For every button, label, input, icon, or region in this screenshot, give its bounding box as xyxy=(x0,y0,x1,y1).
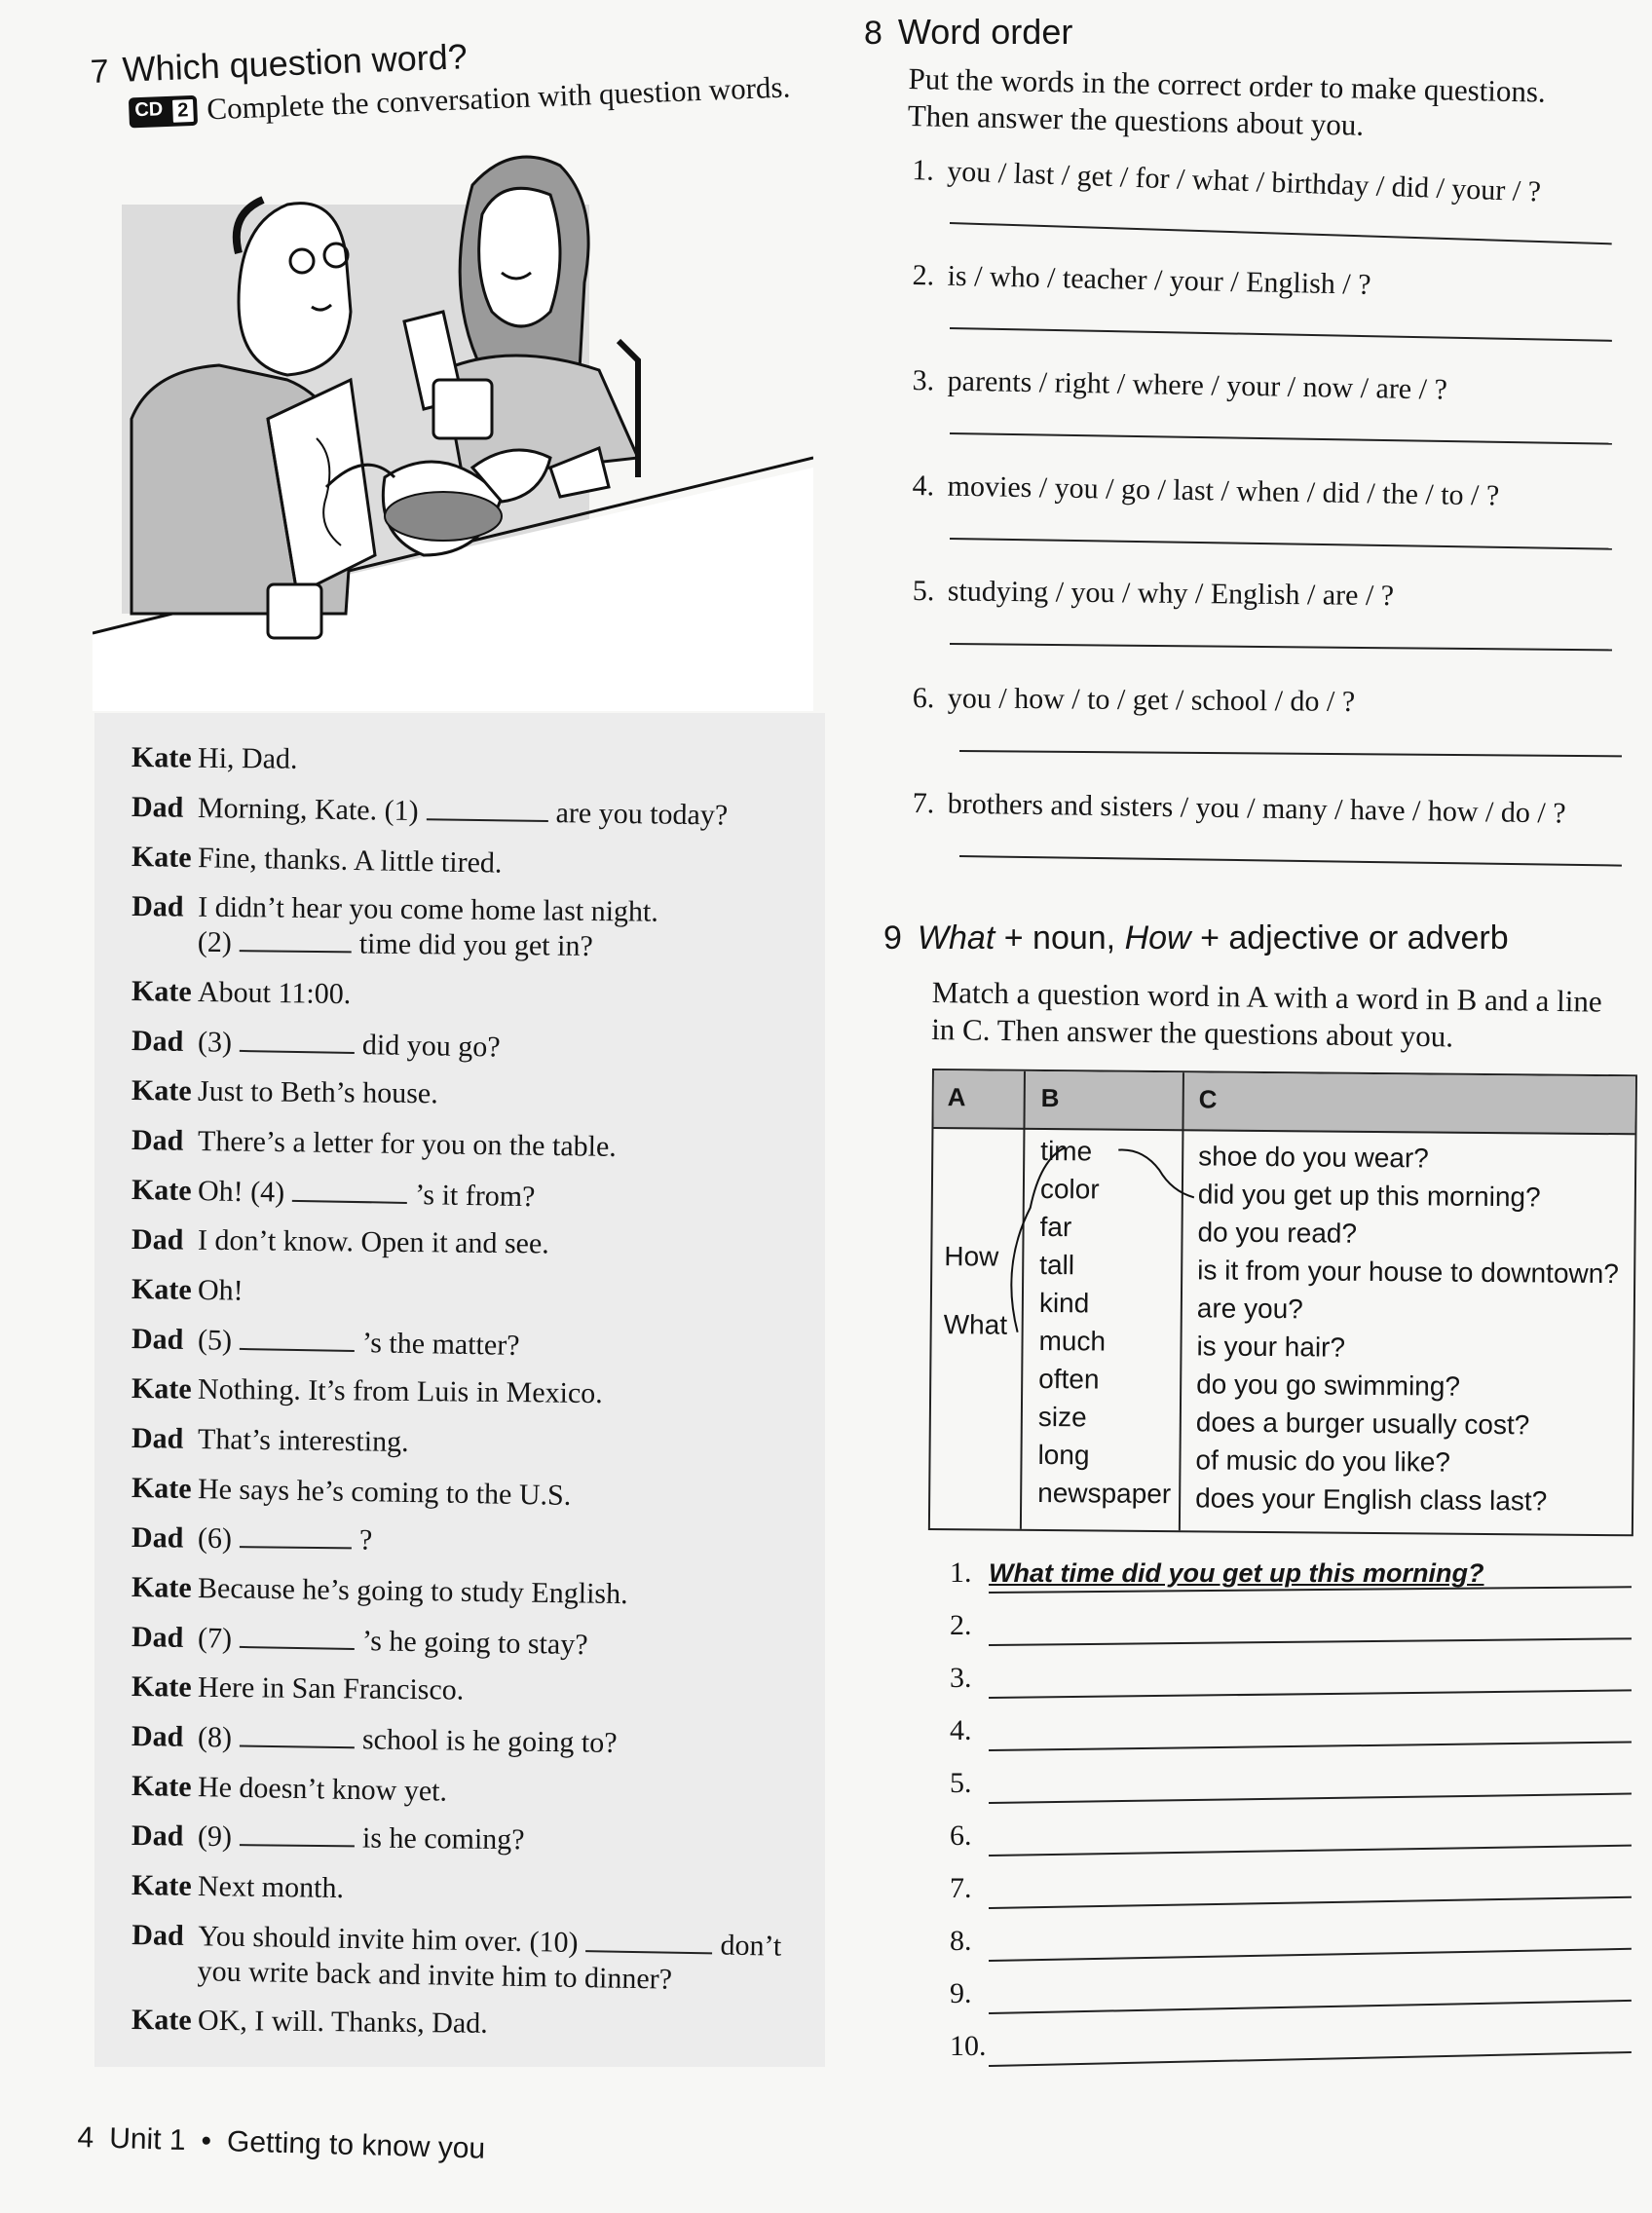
line-text: He doesn’t know yet. xyxy=(197,1771,448,1808)
dialogue-line xyxy=(131,889,873,967)
line-text: You should invite him over. (10) xyxy=(198,1920,579,1959)
answer-row xyxy=(950,1609,1632,1642)
column-a-item: How xyxy=(944,1241,999,1272)
line-text: I don’t know. Open it and see. xyxy=(197,1223,549,1260)
line-text: ’s it from? xyxy=(414,1179,536,1214)
exercise-7-header xyxy=(90,22,833,132)
word-order-item xyxy=(912,364,1613,410)
answer-blank[interactable] xyxy=(426,795,547,822)
speaker-name: Dad xyxy=(131,890,184,923)
line-text: (9) xyxy=(197,1819,233,1854)
cd-label: CD xyxy=(133,97,164,121)
dialogue-line xyxy=(131,1024,873,1071)
cd-track-number: 2 xyxy=(170,96,196,124)
line-text: (8) xyxy=(197,1720,233,1754)
exercise-title: Word order xyxy=(897,12,1073,52)
title-part: + noun, xyxy=(1003,919,1116,956)
title-part: + adjective or adverb xyxy=(1200,919,1509,956)
answer-number: 2. xyxy=(950,1609,972,1641)
dialogue-line xyxy=(131,1819,872,1861)
item-number: 2. xyxy=(912,259,935,292)
speaker-name: Dad xyxy=(131,1422,184,1455)
column-a-item: What xyxy=(943,1309,1008,1340)
answer-text: What time did you get up this morning? xyxy=(989,1558,1484,1588)
dialogue-line xyxy=(131,1073,872,1116)
line-text: OK, I will. Thanks, Dad. xyxy=(197,2004,488,2040)
line-text: are you today? xyxy=(555,797,729,832)
line-text: Hi, Dad. xyxy=(197,741,298,775)
speaker-name: Kate xyxy=(131,2004,192,2037)
line-text: He says he’s coming to the U.S. xyxy=(197,1473,572,1512)
speaker-name: Dad xyxy=(131,1720,184,1753)
exercise-8-header xyxy=(864,12,1614,53)
line-text: time did you get in? xyxy=(358,927,593,962)
column-b-item: often xyxy=(1038,1363,1100,1395)
line-text: school is he going to? xyxy=(361,1723,618,1759)
column-c-item: do you read? xyxy=(1197,1217,1358,1249)
speaker-name: Dad xyxy=(131,1323,184,1356)
exercise-number: 9 xyxy=(883,919,902,956)
answer-number: 9. xyxy=(950,1977,972,2009)
speaker-name: Dad xyxy=(131,1621,184,1654)
line-text: I didn’t hear you come home last night. xyxy=(198,890,659,928)
column-c-item: shoe do you wear? xyxy=(1198,1141,1429,1174)
answer-line[interactable] xyxy=(959,855,1622,867)
answer-line[interactable] xyxy=(950,538,1612,550)
speaker-name: Dad xyxy=(131,1819,184,1853)
dialogue-line xyxy=(131,1570,872,1616)
answer-number: 1. xyxy=(950,1557,972,1589)
dialogue-line xyxy=(131,1719,872,1765)
speaker-name: Kate xyxy=(131,1174,192,1208)
line-text: (7) xyxy=(197,1622,233,1655)
word-order-item xyxy=(912,469,1613,515)
answer-number: 7. xyxy=(950,1872,972,1904)
line-text: ’s the matter? xyxy=(361,1327,520,1362)
answer-row xyxy=(950,1557,1632,1590)
answer-row xyxy=(950,1872,1632,1905)
line-text: you write back and invite him to dinner? xyxy=(197,1955,673,1996)
answer-line[interactable] xyxy=(950,432,1612,445)
column-b-item: much xyxy=(1038,1325,1107,1357)
word-order-item xyxy=(912,787,1613,831)
speaker-name: Kate xyxy=(131,975,192,1008)
dialogue-line xyxy=(131,1322,873,1369)
column-b-item: kind xyxy=(1038,1287,1090,1319)
dialogue-line xyxy=(131,740,872,783)
item-number: 3. xyxy=(912,364,935,397)
dialogue-line xyxy=(131,1371,872,1414)
title-how: How xyxy=(1124,919,1191,956)
line-text: About 11:00. xyxy=(197,975,352,1011)
column-header-c: C xyxy=(1198,1084,1218,1114)
item-number: 7. xyxy=(912,787,935,820)
line-text: There’s a letter for you on the table. xyxy=(197,1124,618,1163)
speaker-name: Kate xyxy=(131,1273,192,1306)
line-text: did you go? xyxy=(361,1029,501,1064)
speaker-name: Dad xyxy=(131,1521,184,1555)
column-c-item: are you? xyxy=(1196,1293,1303,1325)
answer-blank[interactable] xyxy=(240,1027,355,1054)
exercise-9-instruction xyxy=(931,974,1633,1058)
footer-bullet: • xyxy=(201,2124,212,2157)
line-text: (3) xyxy=(197,1026,233,1059)
speaker-name: Dad xyxy=(131,1223,184,1257)
line-text: Oh! xyxy=(197,1273,244,1307)
answer-blank[interactable] xyxy=(240,1522,352,1549)
example-match-lines xyxy=(930,1070,1635,1534)
answer-blank[interactable] xyxy=(240,1722,355,1749)
answer-number: 10. xyxy=(950,2030,987,2062)
line-text: Morning, Kate. (1) xyxy=(197,791,419,828)
line-text: is he coming? xyxy=(361,1821,525,1857)
instruction-line: Match a question word in A with a word in B and a line xyxy=(931,974,1602,1019)
scrambled-words: movies / you / go / last / when / did / the / to / ? xyxy=(947,469,1500,512)
answer-row xyxy=(950,1925,1632,1958)
answer-blank[interactable] xyxy=(240,926,352,953)
column-header-a: A xyxy=(947,1082,966,1112)
column-c-item: does a burger usually cost? xyxy=(1195,1407,1530,1441)
column-c-item: of music do you like? xyxy=(1195,1444,1451,1478)
page-footer xyxy=(77,2121,486,2166)
cd-track-badge xyxy=(129,94,198,128)
dialogue-line xyxy=(131,1769,873,1817)
answer-blank[interactable] xyxy=(585,1927,712,1954)
column-c-item: did you get up this morning? xyxy=(1197,1179,1541,1213)
answer-blank[interactable] xyxy=(292,1177,407,1204)
answer-blank[interactable] xyxy=(240,1623,355,1650)
speaker-name: Dad xyxy=(131,791,184,824)
column-b-item: size xyxy=(1037,1401,1087,1433)
exercise-number: 7 xyxy=(90,53,110,91)
title-what: What xyxy=(917,919,995,956)
speaker-name: Dad xyxy=(131,1919,184,1952)
line-continuation xyxy=(131,924,872,967)
line-text: Next month. xyxy=(197,1869,345,1905)
dialogue-line xyxy=(131,1620,873,1668)
line-text: Nothing. It’s from Luis in Mexico. xyxy=(197,1372,603,1410)
exercise-instruction: Complete the conversation with question words. xyxy=(206,69,791,127)
answer-line[interactable] xyxy=(959,750,1622,757)
answer-blank[interactable] xyxy=(240,1325,355,1352)
column-b-item: far xyxy=(1039,1211,1072,1243)
line-text: Fine, thanks. A little tired. xyxy=(197,842,503,880)
line-text: ’s he going to stay? xyxy=(361,1625,588,1662)
dialogue-line xyxy=(131,840,873,887)
word-order-item xyxy=(913,575,1614,616)
instruction-line: Then answer the questions about you. xyxy=(907,97,1365,142)
speaker-name: Kate xyxy=(131,1571,192,1604)
column-b-item: time xyxy=(1040,1135,1093,1167)
exercise-title xyxy=(918,919,1509,957)
speaker-name: Kate xyxy=(131,841,192,875)
dialogue-line xyxy=(131,1222,872,1265)
line-text: Because he’s going to study English. xyxy=(197,1571,628,1611)
answer-line[interactable] xyxy=(950,222,1612,244)
line-text: (6) xyxy=(197,1521,233,1556)
answer-number: 6. xyxy=(950,1819,972,1852)
dialogue-line xyxy=(131,1520,872,1563)
dialogue-line xyxy=(131,1868,872,1914)
speaker-name: Kate xyxy=(131,1670,192,1704)
instruction-line: Put the words in the correct order to make questions. xyxy=(908,60,1547,109)
line-text: (5) xyxy=(197,1324,233,1357)
exercise-title: Which question word? xyxy=(121,36,469,90)
word-order-item xyxy=(913,682,1614,721)
speaker-name: Dad xyxy=(131,1025,184,1058)
item-number: 1. xyxy=(911,154,935,187)
instruction-line: in C. Then answer the questions about you. xyxy=(930,1011,1454,1054)
item-number: 6. xyxy=(912,682,935,715)
dialogue-line xyxy=(131,1272,872,1318)
answer-number: 3. xyxy=(950,1662,972,1694)
matching-table xyxy=(928,1069,1637,1536)
scrambled-words: brothers and sisters / you / many / have / how / do / ? xyxy=(947,787,1566,830)
dialogue-line xyxy=(131,1669,872,1712)
column-c-item: do you go swimming? xyxy=(1196,1369,1461,1402)
dialogue-line xyxy=(131,2003,872,2045)
dialogue-line xyxy=(131,974,872,1020)
unit-title: Getting to know you xyxy=(226,2125,486,2165)
speaker-name: Kate xyxy=(131,1472,192,1506)
column-b-item: long xyxy=(1037,1439,1090,1471)
column-b-item: color xyxy=(1039,1173,1100,1205)
unit-label: Unit 1 xyxy=(108,2121,187,2157)
scrambled-words: is / who / teacher / your / English / ? xyxy=(947,259,1371,301)
answer-line[interactable] xyxy=(950,643,1612,651)
scrambled-words: you / how / to / get / school / do / ? xyxy=(947,682,1356,718)
speaker-name: Kate xyxy=(131,1869,192,1902)
line-text: That’s interesting. xyxy=(197,1422,409,1458)
page-number: 4 xyxy=(77,2121,94,2155)
column-b-item: tall xyxy=(1039,1249,1075,1281)
dialogue-line xyxy=(131,790,872,836)
line-text: Just to Beth’s house. xyxy=(197,1074,438,1110)
line-text: don’t xyxy=(720,1929,782,1963)
dialogue-line xyxy=(131,1421,872,1467)
answer-number: 5. xyxy=(950,1767,972,1799)
dialogue-line xyxy=(131,1471,873,1519)
column-c-item: is it from your house to downtown? xyxy=(1197,1255,1619,1290)
item-number: 5. xyxy=(912,575,935,608)
dialogue xyxy=(131,740,872,2052)
answer-line[interactable] xyxy=(950,327,1612,342)
item-number: 4. xyxy=(912,469,935,503)
speaker-name: Kate xyxy=(131,1770,192,1804)
dialogue-line xyxy=(131,1173,873,1220)
exercise-9-header xyxy=(883,919,1643,957)
speaker-name: Dad xyxy=(131,1124,184,1157)
scrambled-words: studying / you / why / English / are / ? xyxy=(947,575,1395,613)
line-text: ? xyxy=(358,1523,373,1557)
dialogue-line xyxy=(131,1918,872,2001)
answer-number: 4. xyxy=(950,1714,972,1746)
answer-blank[interactable] xyxy=(240,1820,355,1847)
breakfast-illustration xyxy=(93,146,813,711)
dialogue-line xyxy=(131,1123,872,1169)
line-text: Oh! (4) xyxy=(197,1175,285,1209)
line-text: (2) xyxy=(197,925,232,959)
speaker-name: Kate xyxy=(131,741,192,774)
column-c-item: does your English class last? xyxy=(1195,1482,1548,1517)
exercise-8-instruction xyxy=(907,60,1609,149)
scrambled-words: parents / right / where / your / now / are / ? xyxy=(947,364,1448,406)
column-header-b: B xyxy=(1040,1082,1060,1113)
speaker-name: Kate xyxy=(131,1372,192,1406)
line-text: Here in San Francisco. xyxy=(197,1670,465,1707)
answer-number: 8. xyxy=(950,1925,972,1957)
column-c-item: is your hair? xyxy=(1196,1331,1346,1363)
speaker-name: Kate xyxy=(131,1074,192,1107)
column-b-item: newspaper xyxy=(1037,1477,1172,1510)
word-order-item xyxy=(912,259,1614,307)
word-order-item xyxy=(912,154,1614,211)
scrambled-words: you / last / get / for / what / birthday / did / your / ? xyxy=(946,155,1542,208)
exercise-number: 8 xyxy=(864,15,882,52)
